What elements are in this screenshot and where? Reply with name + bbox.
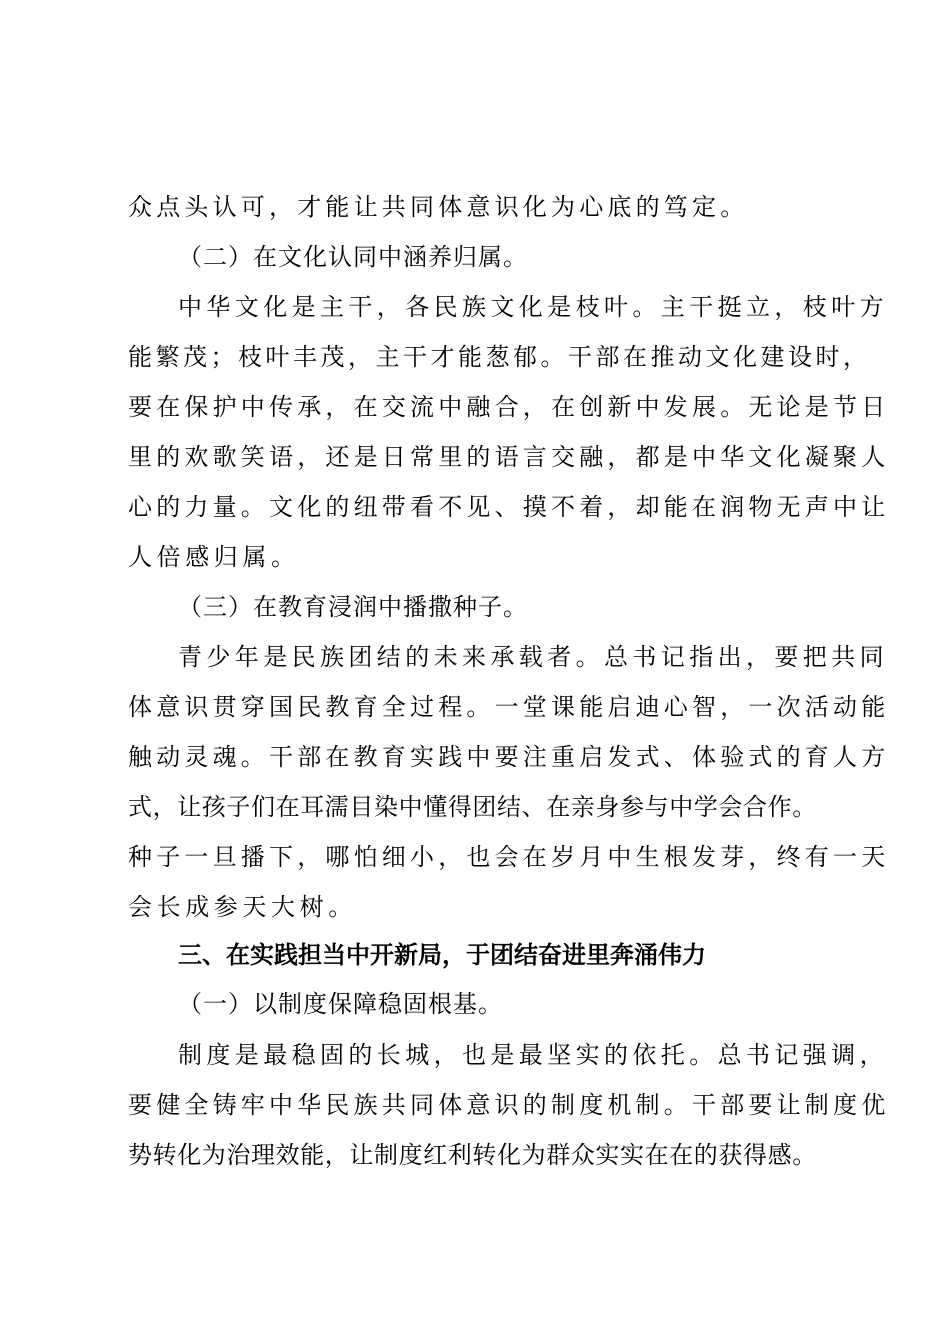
subheading-3: （三）在教育浸润中播撒种子。	[178, 593, 528, 621]
paragraph-line: 能繁茂；枝叶丰茂，主干才能葱郁。干部在推动文化建设时，	[128, 343, 871, 371]
subheading-2: （二）在文化认同中涵养归属。	[178, 243, 528, 271]
paragraph-line: 制度是最稳固的长城，也是最坚实的依托。总书记强调，	[178, 1041, 888, 1069]
subheading-1: （一）以制度保障稳固根基。	[178, 990, 503, 1018]
paragraph-line: 触动灵魂。干部在教育实践中要注重启发式、体验式的育人方	[128, 743, 890, 771]
paragraph-line: 体意识贯穿国民教育全过程。一堂课能启迪心智，一次活动能	[128, 693, 890, 721]
paragraph-line: 要在保护中传承，在交流中融合，在创新中发展。无论是节日	[128, 393, 890, 421]
paragraph-line: 里的欢歌笑语，还是日常里的语言交融，都是中华文化凝聚人	[128, 443, 890, 471]
paragraph-line: 众点头认可，才能让共同体意识化为心底的笃定。	[128, 193, 749, 221]
section-heading: 三、在实践担当中开新局，于团结奋进里奔涌伟力	[178, 941, 706, 969]
paragraph-line: 人倍感归属。	[128, 543, 300, 571]
paragraph-line: 中华文化是主干，各民族文化是枝叶。主干挺立，枝叶方	[178, 293, 888, 321]
paragraph-line: 心的力量。文化的纽带看不见、摸不着，却能在润物无声中让	[128, 493, 890, 521]
paragraph-line: 要健全铸牢中华民族共同体意识的制度机制。干部要让制度优	[128, 1091, 890, 1119]
paragraph-line: 青少年是民族团结的未来承载者。总书记指出，要把共同	[178, 643, 888, 671]
paragraph-line: 势转化为治理效能，让制度红利转化为群众实实在在的获得感。	[128, 1141, 817, 1169]
paragraph-line: 种子一旦播下，哪怕细小，也会在岁月中生根发芽，终有一天	[128, 843, 890, 871]
paragraph-line: 会长成参天大树。	[128, 893, 357, 921]
paragraph-line: 式，让孩子们在耳濡目染中懂得团结、在亲身参与中学会合作。	[128, 793, 817, 821]
